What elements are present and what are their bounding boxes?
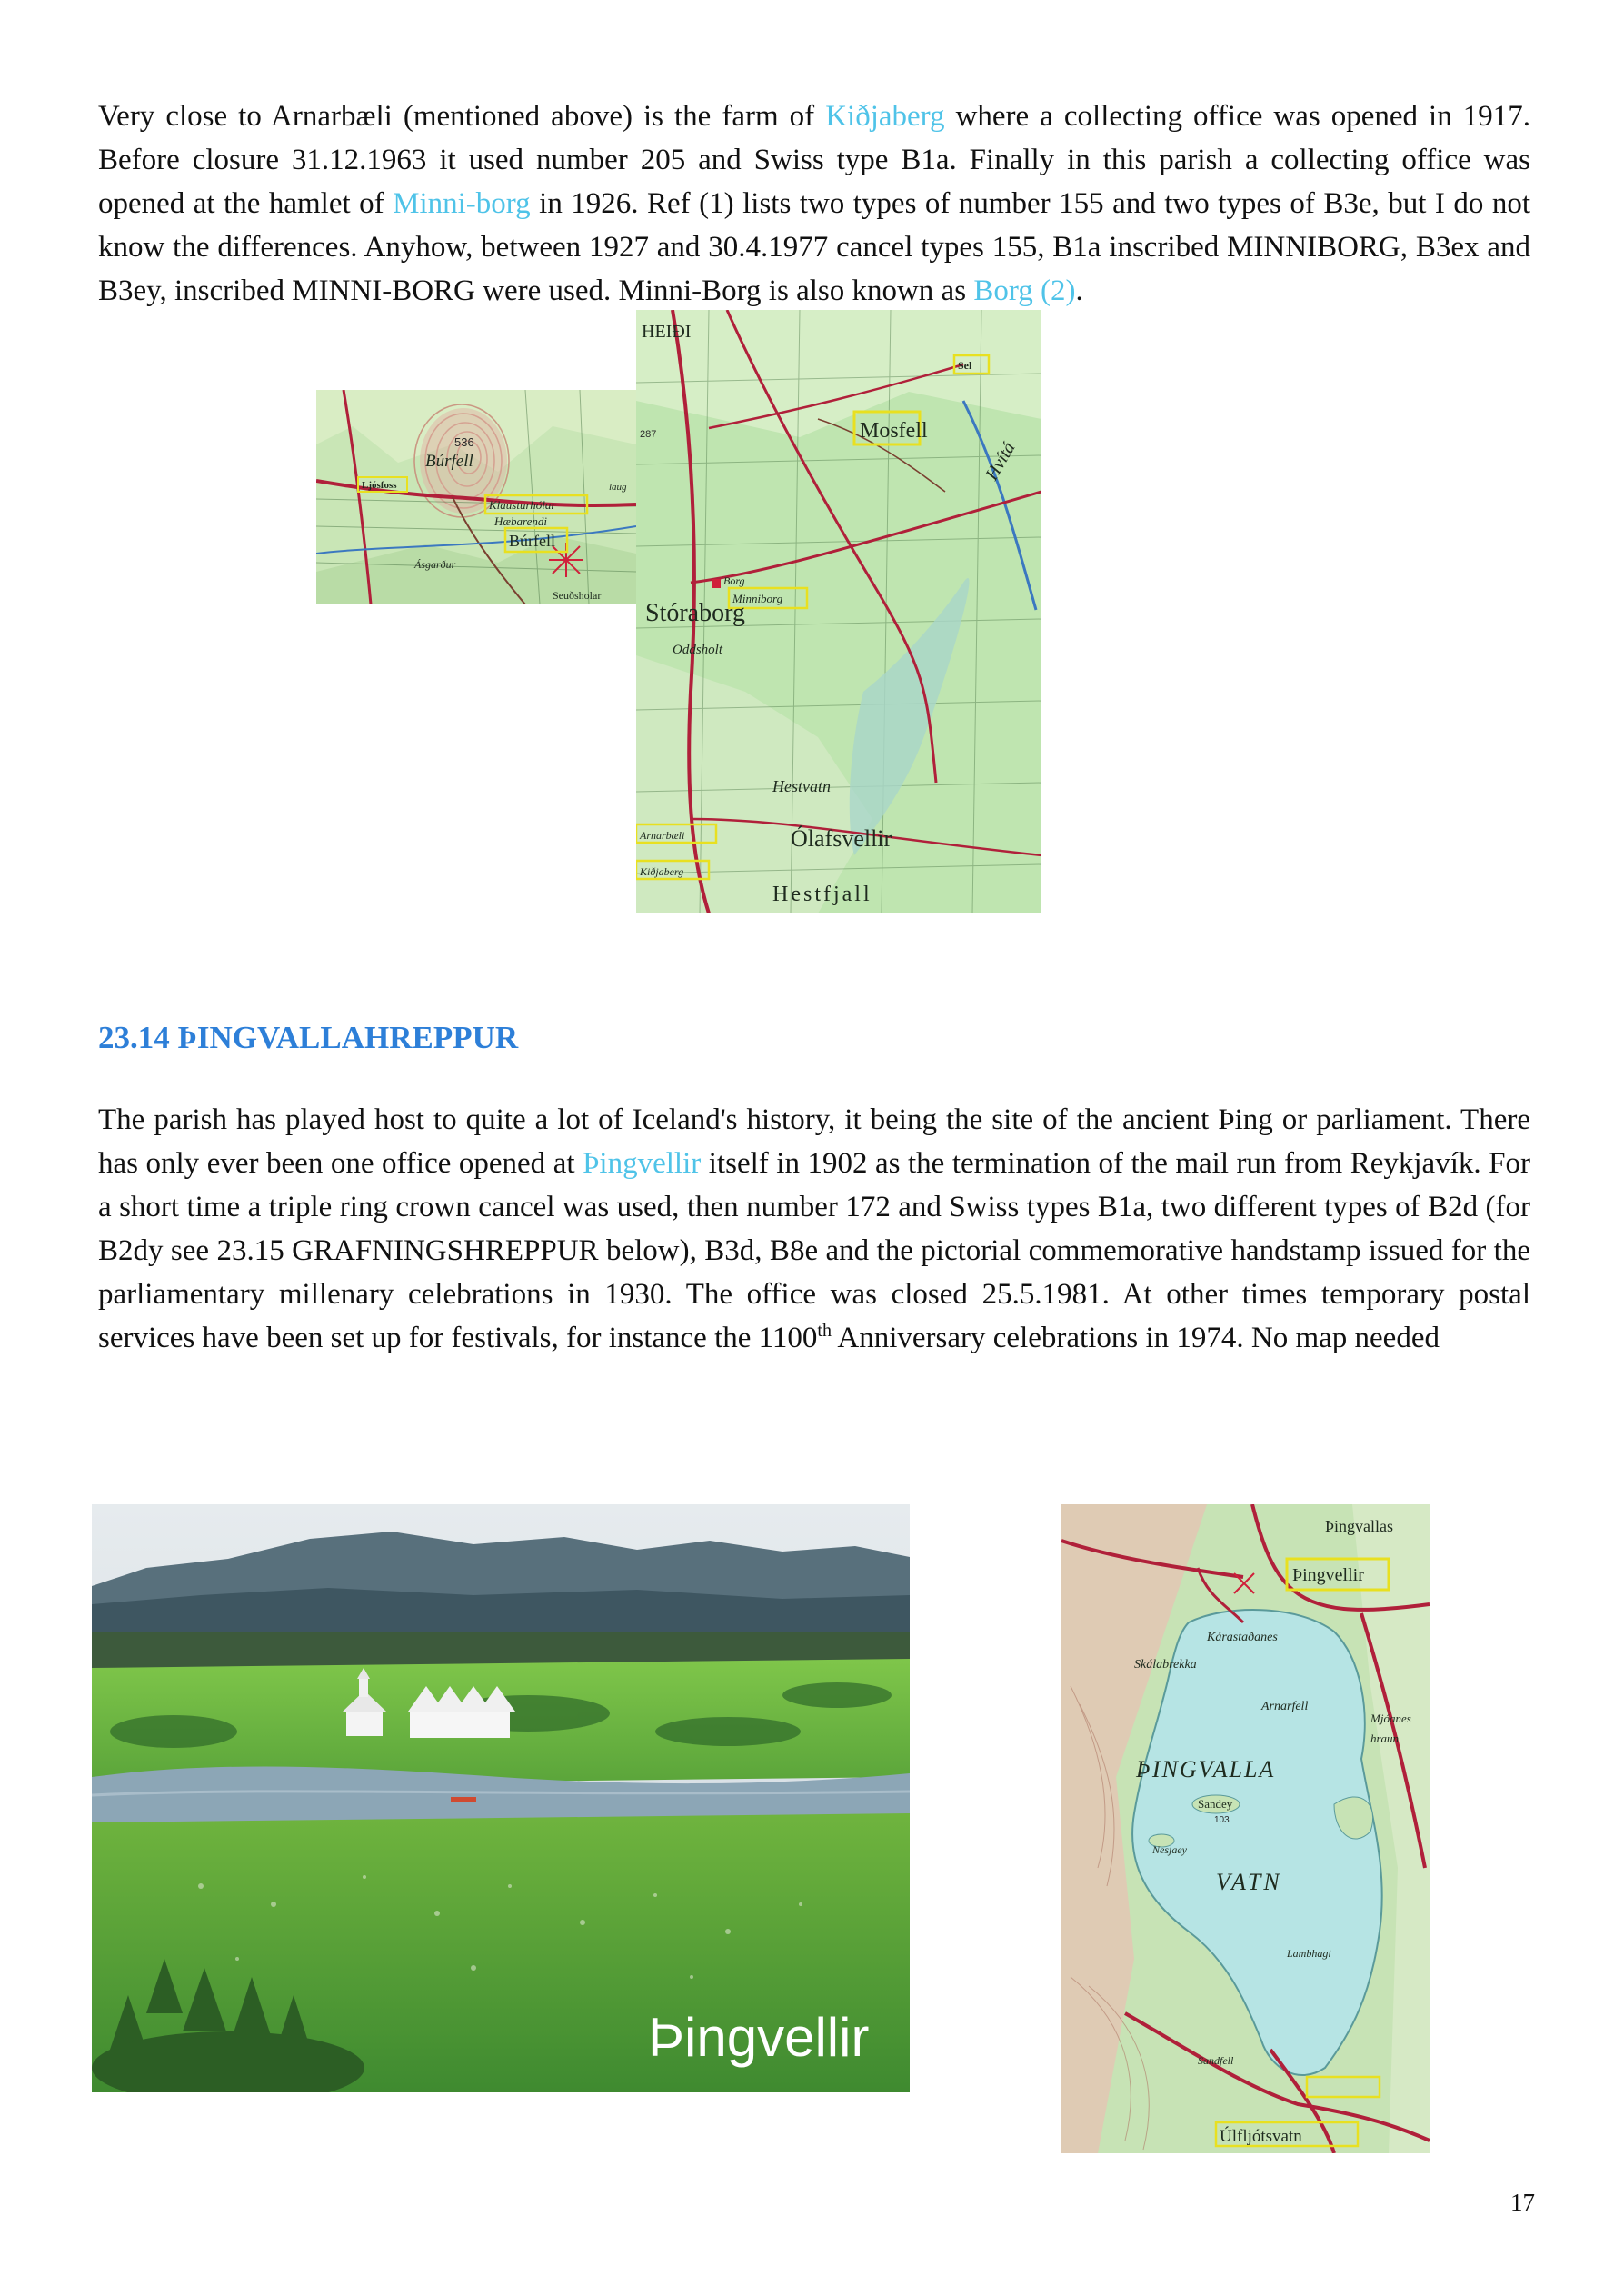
map-burfell-seudarholar: Seuðsholar xyxy=(553,589,602,602)
map-minniborg-sel: Sel xyxy=(958,359,972,372)
photo-thingvellir xyxy=(92,1504,910,2092)
ordinal-superscript: th xyxy=(817,1321,832,1341)
map-lake-name-line2: VATN xyxy=(1216,1869,1282,1895)
map-lake-thingvallas: Þingvallas xyxy=(1325,1517,1393,1535)
map-minniborg-label: Minniborg xyxy=(732,592,783,605)
link-thingvellir[interactable]: Þingvellir xyxy=(583,1147,702,1180)
map-burfell-ljosafoss: Ljósfoss xyxy=(362,480,397,491)
map-lake-height: 103 xyxy=(1214,1815,1230,1825)
map-minniborg-hvita: Hvítá xyxy=(981,438,1020,484)
map-burfell-hill-label: Búrfell xyxy=(425,452,473,471)
photo-caption: Þingvellir xyxy=(648,2007,870,2068)
map-minniborg-olafsvellir: Ólafsvellir xyxy=(791,825,892,852)
map-minniborg-borg: Borg xyxy=(723,574,745,587)
map-lake-arnarfell: Arnarfell xyxy=(1261,1700,1309,1713)
page-number: 17 xyxy=(1510,2189,1535,2216)
map-lake-ulfljotsvatn: Úlfljótsvatn xyxy=(1220,2127,1302,2146)
map-minniborg xyxy=(636,310,1041,913)
map-burfell-laug: laug xyxy=(609,482,627,493)
map-burfell-haebarendi: Hæbarendi xyxy=(494,514,548,528)
map-lake-sandey: Sandey xyxy=(1198,1797,1233,1811)
map-lake-name-line1: ÞINGVALLA xyxy=(1136,1756,1276,1782)
map-lake-mjoanes: Mjóanes xyxy=(1370,1712,1411,1725)
paragraph-kidjaberg: Very close to Arnarbæli (mentioned above) is the farm of Kiðjaberg where a collecting office was opened in 1917. Before closure 31.12.1963 it used number 205 and Swiss type B1a. Finally in this parish a collecting office was opened at the hamlet of Minni-borg in 1926. Ref (1) lists two types of number 155 and two types of B3e, but I do not know the differences. Anyhow, between 1927 and 30.4.1977 cancel types 155, B1a inscribed MINNIBORG, B3ex and B3ey, inscribed MINNI-BORG were used. Minni-Borg is also known as Borg (2). xyxy=(98,100,1530,307)
map-minniborg-oddsholt: Oddsholt xyxy=(673,643,723,657)
map-burfell-klausturholar: Klausturhólar xyxy=(489,498,556,512)
map-minniborg-mosfell: Mosfell xyxy=(860,419,928,443)
map-minniborg-elevation: 287 xyxy=(640,429,657,440)
map-lake-lambhagi: Lambhagi xyxy=(1287,1947,1331,1960)
map-burfell-asgardur: Ásgarður xyxy=(414,558,456,571)
link-minni-borg[interactable]: Minni-borg xyxy=(393,187,531,220)
map-lake-karastadanes: Kárastaðanes xyxy=(1207,1631,1278,1644)
map-minniborg-storaborg: Stóraborg xyxy=(645,599,745,627)
map-lake-skalabrekka: Skálabrekka xyxy=(1134,1658,1197,1672)
link-borg-2[interactable]: Borg (2) xyxy=(973,275,1076,307)
map-lake-hraun: hraun xyxy=(1370,1732,1400,1745)
map-lake-thingvellir: Þingvellir xyxy=(1292,1565,1364,1585)
map-minniborg-heidi: HEIÐI xyxy=(642,322,692,342)
map-thingvallavatn xyxy=(1061,1504,1430,2153)
map-minniborg-arnarbaeli: Arnarbæli xyxy=(640,829,685,842)
map-burfell-box-label: Búrfell xyxy=(509,532,555,550)
map-burfell-peak-height: 536 xyxy=(454,435,474,449)
section-heading-thingvallahreppur: 23.14 ÞINGVALLAHREPPUR xyxy=(98,1020,519,1055)
map-lake-nesjaey: Nesjaey xyxy=(1152,1843,1187,1856)
map-burfell xyxy=(316,390,636,604)
map-lake-sandfell: Sandfell xyxy=(1198,2054,1234,2067)
link-kidjaberg[interactable]: Kiðjaberg xyxy=(825,100,945,133)
map-minniborg-hestvatn: Hestvatn xyxy=(772,777,831,795)
map-minniborg-hestfjall: Hestfjall xyxy=(772,883,872,906)
map-minniborg-kidjaberg: Kiðjaberg xyxy=(640,865,684,878)
paragraph-thingvellir: The parish has played host to quite a lot of Iceland's history, it being the site of the ancient Þing or parliament. There has only ever been one office opened at Þingvellir itself in 1902 as the termination of the mail run from Reykjavík. For a short time a triple ring crown cancel was used, then number 172 and Swiss types B1a, two different types of B2d (for B2dy see 23.15 GRAFNINGSHREPPUR below), B3d, B8e and the pictorial commemorative handstamp issued for the parliamentary millenary celebrations in 1930. The office was closed 25.5.1981. At other times temporary postal services have been set up for festivals, for instance the 1100th Anniversary celebrations in 1974. No map needed xyxy=(98,1103,1530,1354)
